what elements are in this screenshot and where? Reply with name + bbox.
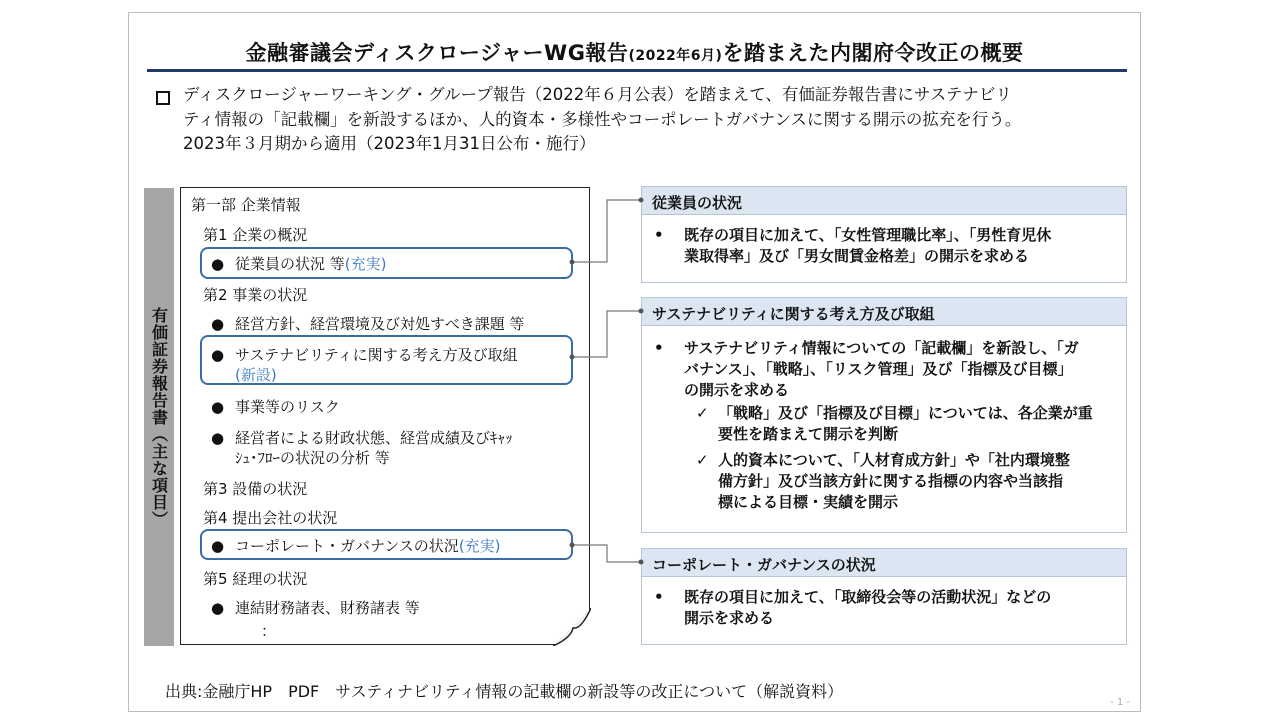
- tag-enhanced: (充実): [344, 255, 387, 273]
- panel-text: 備方針」及び当該方針に関する指標の内容や当該指: [718, 472, 1064, 490]
- item-business-risk: [211, 396, 340, 417]
- bullet-icon: •: [654, 339, 664, 357]
- intro-text: [183, 83, 1143, 157]
- panel-body: [642, 326, 1126, 532]
- panel-text: 既存の項目に加えて、「取締役会等の活動状況」などの: [684, 588, 1052, 606]
- bullet-icon: •: [654, 226, 664, 244]
- report-document: [180, 187, 590, 645]
- item-label: サステナビリティに関する考え方及び取組: [235, 346, 518, 364]
- item-label: 事業等のリスク: [235, 398, 340, 416]
- item-sustainability: [211, 344, 518, 365]
- section4-heading: 第4 提出会社の状況: [203, 509, 338, 527]
- item-management-policy: [211, 313, 524, 334]
- panel-text: バナンス」、「戦略」、「リスク管理」及び「指標及び目標」: [684, 360, 1073, 378]
- item-label: 経営方針、経営環境及び対処すべき課題 等: [235, 315, 525, 333]
- bullet-dot-icon: ●: [211, 429, 225, 447]
- tag-enhanced: (充実): [458, 537, 501, 555]
- bullet-icon: •: [654, 588, 664, 606]
- square-bullet-icon: [156, 91, 170, 105]
- page-curl-icon: [553, 608, 591, 646]
- part1-heading: 第一部 企業情報: [191, 196, 301, 214]
- slide: [128, 12, 1141, 712]
- item-label: 経営者による財政状態、経営成績及びｷｬｯ: [235, 429, 513, 447]
- bullet-dot-icon: ●: [211, 315, 225, 333]
- tag-new: (新設): [235, 366, 277, 384]
- page-number: - 1 -: [1110, 697, 1130, 708]
- item-mdna-cont: ｼｭ･ﾌﾛｰの状況の分析 等: [235, 449, 390, 467]
- panel-text: 標による目標・実績を開示: [718, 493, 899, 511]
- title-main: 金融審議会ディスクロージャーWG報告: [245, 41, 629, 65]
- section1-heading: 第1 企業の概況: [203, 226, 308, 244]
- source-note: 出典:金融庁HP PDF サスティナビリティ情報の記載欄の新設等の改正について（解説資料）: [165, 682, 844, 701]
- panel-text: サステナビリティ情報についての「記載欄」を新設し、「ガ: [684, 339, 1079, 357]
- intro-line: 2023年３月期から適用（2023年1月31日公布・施行）: [183, 134, 596, 153]
- title-rest: を踏まえた内閣府令改正の概要: [722, 41, 1024, 65]
- intro-line: ティ情報の「記載欄」を新設するほか、人的資本・多様性やコーポレートガバナンスに関する開示の拡充を行う。: [183, 109, 1022, 129]
- panel-text: の開示を求める: [684, 381, 790, 399]
- item-governance: [211, 535, 501, 556]
- item-employees: [211, 253, 387, 274]
- item-label: 従業員の状況 等: [235, 255, 345, 273]
- slide-title: [129, 37, 1140, 67]
- section2-heading: 第2 事業の状況: [203, 286, 308, 304]
- section3-heading: 第3 設備の状況: [203, 480, 308, 498]
- title-date: (2022年6月): [628, 48, 723, 64]
- panel-body: [642, 215, 1126, 282]
- check-icon: ✓: [696, 404, 709, 422]
- bullet-dot-icon: ●: [211, 537, 225, 555]
- bullet-dot-icon: ●: [211, 599, 225, 617]
- panel-text: 人的資本について、「人材育成方針」や「社内環境整: [718, 451, 1070, 469]
- panel-sustainability: [641, 297, 1127, 533]
- ellipsis: ：: [261, 622, 277, 640]
- panel-title: コーポレート・ガバナンスの状況: [642, 549, 1126, 577]
- item-label: 連結財務諸表、財務諸表 等: [235, 599, 420, 617]
- panel-text: 「戦略」及び「指標及び目標」については、各企業が重: [718, 404, 1093, 422]
- check-icon: ✓: [696, 451, 709, 469]
- bullet-dot-icon: ●: [211, 398, 225, 416]
- panel-text: 開示を求める: [684, 609, 775, 627]
- title-rule: [147, 69, 1127, 72]
- panel-employees: [641, 186, 1127, 283]
- panel-title: 従業員の状況: [642, 187, 1126, 215]
- item-mdna: [211, 427, 513, 448]
- vertical-label: 有価証券報告書（主な項目）: [144, 188, 174, 646]
- bullet-dot-icon: ●: [211, 255, 225, 273]
- panel-title: サステナビリティに関する考え方及び取組: [642, 298, 1126, 326]
- panel-body: [642, 577, 1126, 644]
- item-financial-statements: [211, 597, 420, 618]
- panel-governance: [641, 548, 1127, 645]
- bullet-dot-icon: ●: [211, 346, 225, 364]
- section5-heading: 第5 経理の状況: [203, 570, 308, 588]
- item-label: コーポレート・ガバナンスの状況: [235, 537, 459, 555]
- panel-text: 既存の項目に加えて、「女性管理職比率」、「男性育児休: [684, 226, 1052, 244]
- panel-text: 要性を踏まえて開示を判断: [718, 425, 899, 443]
- intro-line: ディスクロージャーワーキング・グループ報告（2022年６月公表）を踏まえて、有価証券報告書にサステナビリ: [183, 85, 1012, 104]
- panel-text: 業取得率」及び「男女間賃金格差」の開示を求める: [684, 247, 1030, 265]
